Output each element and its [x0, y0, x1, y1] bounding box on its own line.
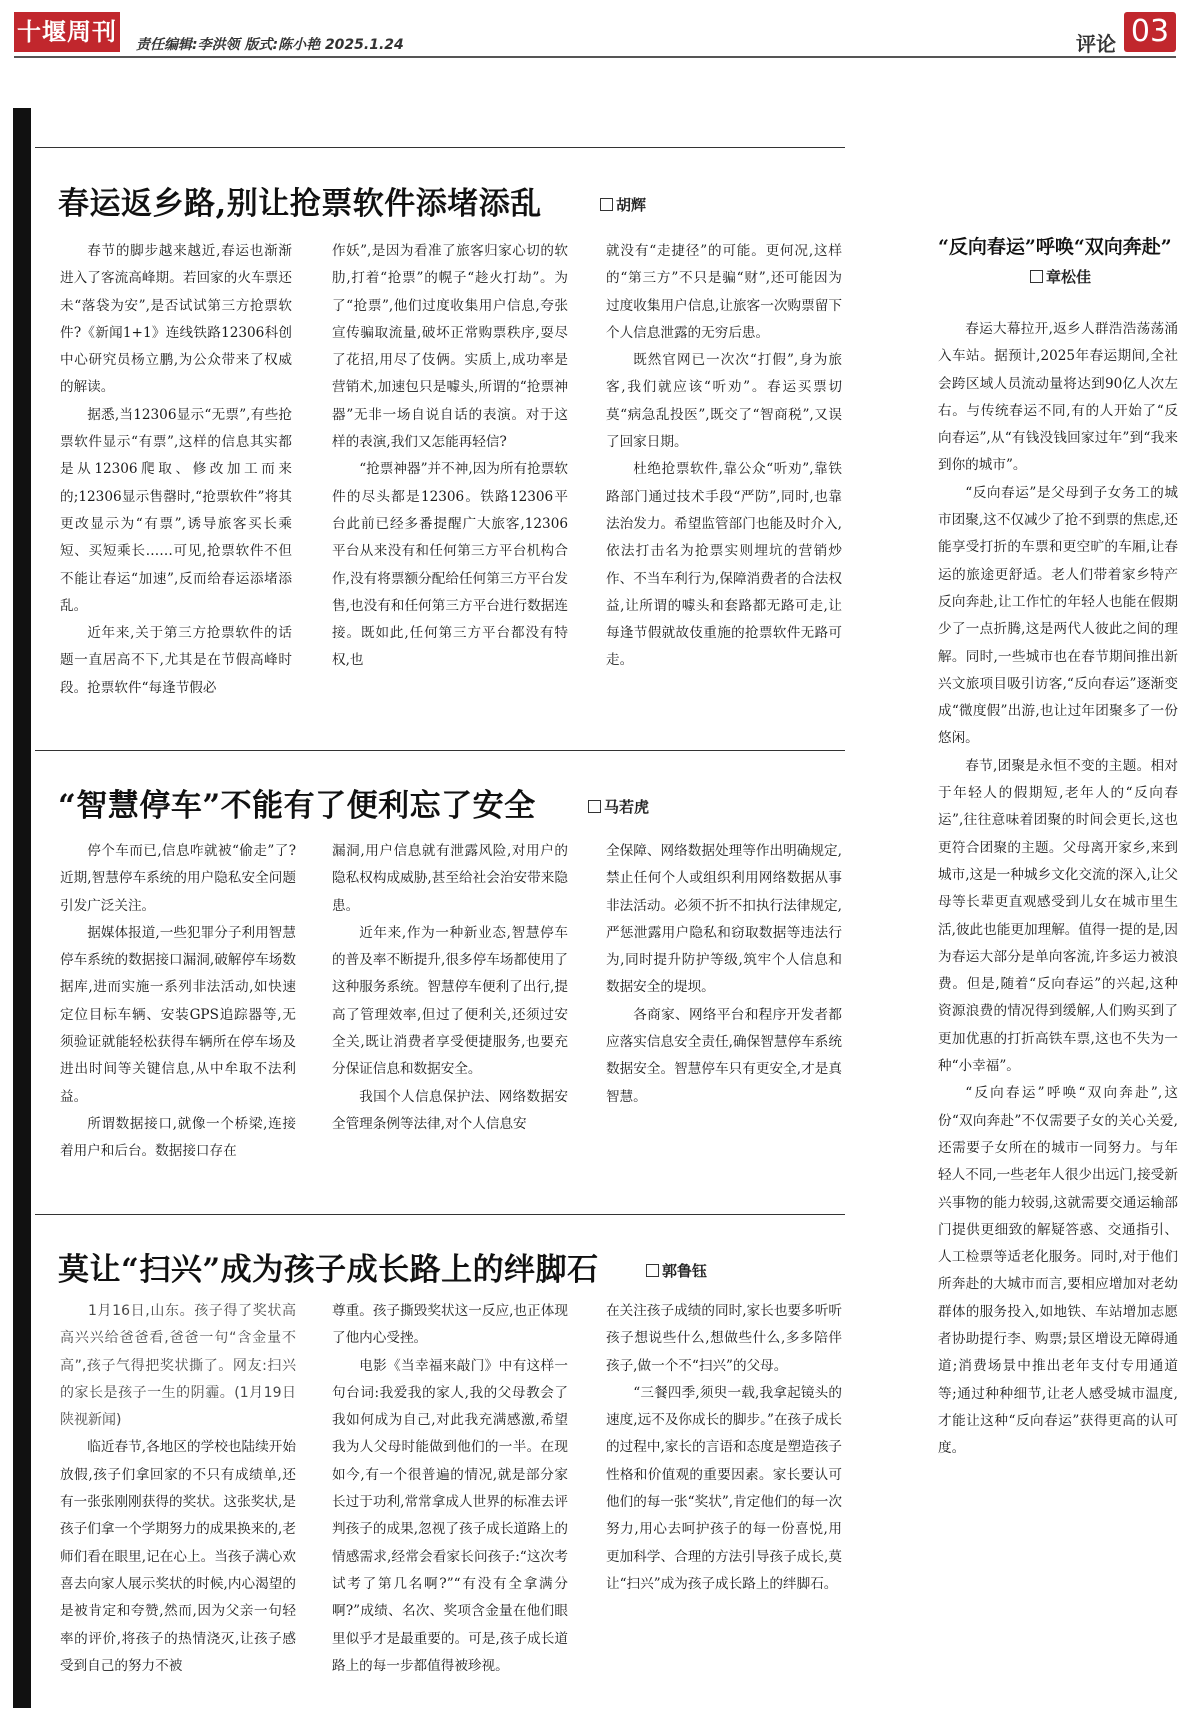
left-decorative-bar	[13, 108, 31, 1708]
newspaper-logo: 十堰周刊	[14, 12, 120, 52]
paragraph: 电影《当幸福来敲门》中有这样一句台词:我爱我的家人,我的父母教会了我如何成为自己,对此我充满感激,希望我为人父母时能做到他们的一半。在现如今,有一个很普遍的情况,就是部分家长过于功利,常常拿成人世界的标准去评判孩子的成果,忽视了孩子成长道路上的情感需求,经常会看家长问孩子:“这次考试考了第几名啊?”“有没有全拿满分啊?”成绩、名次、奖项含金量在他们眼里似乎才是最重要的。可是,孩子成长道路上的每一步都值得被珍视。	[332, 1357, 568, 1674]
paragraph: “抢票神器”并不神,因为所有抢票软件的尽头都是12306。铁路12306平台此前已经多番提醒广大旅客,12306平台从来没有和任何第三方平台机构合作,没有将票额分配给任何第三方平台发售,也没有和任何第三方平台进行数据连接。既如此,任何第三方平台都没有特权,也	[332, 461, 568, 669]
article-2-column-2	[332, 838, 568, 1166]
article-1-column-1	[60, 238, 292, 702]
lead-paragraph: 1月16日,山东。孩子得了奖状高高兴兴给爸爸看,爸爸一句“含金量不高”,孩子气得把奖状撕了。网友:扫兴的家长是孩子一生的阴霾。(1月19日陕视新闻)	[60, 1303, 296, 1429]
paragraph: 春节,团聚是永恒不变的主题。相对于年轻人的假期短,老年人的“反向春运”,往往意味着团聚的时间会更长,这也更符合团聚的主题。父母离开家乡,来到城市,这是一种城乡文化交流的深入,让父母等长辈更直观感受到儿女在城市里生活,彼此也能更加理解。值得一提的是,因为春运大部分是单向客流,许多运力被浪费。但是,随着“反向春运”的兴起,这种资源浪费的情况得到缓解,人们购买到了更加优惠的打折高铁车票,这也不失为一种“小幸福”。	[938, 757, 1178, 1075]
paragraph: 既然官网已一次次“打假”,身为旅客,我们就应该“听劝”。春运买票切莫“病急乱投医”,既交了“智商税”,又误了回家日期。	[606, 352, 842, 451]
article-2-headline: “智慧停车”不能有了便利忘了安全	[58, 788, 536, 824]
paragraph: 在关注孩子成绩的同时,家长也要多听听孩子想说些什么,想做些什么,多多陪伴孩子,做一个不“扫兴”的父母。	[606, 1303, 842, 1374]
article-2-column-1	[60, 838, 296, 1166]
article-divider	[35, 147, 845, 148]
paragraph: 漏洞,用户信息就有泄露风险,对用户的隐私权构成威胁,甚至给社会治安带来隐患。	[332, 843, 568, 914]
paragraph: 停个车而已,信息咋就被“偷走”了?近期,智慧停车系统的用户隐私安全问题引发广泛关注。	[60, 843, 296, 914]
paragraph: 春节的脚步越来越近,春运也渐渐进入了客流高峰期。若回家的火车票还未“落袋为安”,是否试试第三方抢票软件?《新闻1+1》连线铁路12306科创中心研究员杨立鹏,为公众带来了权威的解读。	[60, 243, 292, 396]
paragraph: “反向春运”是父母到子女务工的城市团聚,这不仅减少了抢不到票的焦虑,还能享受打折的车票和更空旷的车厢,让春运的旅途更舒适。老人们带着家乡特产反向奔赴,让工作忙的年轻人也能在假期少了一点折腾,这是两代人彼此之间的理解。同时,一些城市也在春节期间推出新兴文旅项目吸引访客,“反向春运”逐渐变成“微度假”出游,也让过年团聚多了一份悠闲。	[938, 484, 1178, 747]
paragraph: 据悉,当12306显示“无票”,有些抢票软件显示“有票”,这样的信息其实都是从12306爬取、修改加工而来的;12306显示售罄时,“抢票软件”将其更改显示为“有票”,诱导旅客买长乘短、买短乘长……可见,抢票软件不但不能让春运“加速”,反而给春运添堵添乱。	[60, 406, 292, 614]
article-divider	[35, 750, 845, 751]
article-2-column-3	[606, 838, 842, 1166]
paragraph: 临近春节,各地区的学校也陆续开始放假,孩子们拿回家的不只有成绩单,还有一张张刚刚获得的奖状。这张奖状,是孩子们拿一个学期努力的成果换来的,老师们看在眼里,记在心上。当孩子满心欢喜去向家人展示奖状的时候,内心渴望的是被肯定和夸赞,然而,因为父亲一句轻率的评价,将孩子的热情浇灭,让孩子感受到自己的努力不被	[60, 1439, 296, 1674]
page-number-badge: 03	[1124, 12, 1176, 52]
section-label: 评论	[1076, 32, 1116, 56]
paragraph: 杜绝抢票软件,靠公众“听劝”,靠铁路部门通过技术手段“严防”,同时,也靠法治发力。希望监管部门也能及时介入,依法打击名为抢票实则埋坑的营销炒作、不当车利行为,保障消费者的合法权益,让所谓的噱头和套路都无路可走,让每逢节假就故伎重施的抢票软件无路可走。	[606, 461, 842, 669]
sidebar-byline: 章松佳	[1030, 266, 1091, 287]
paragraph: “三餐四季,须臾一载,我拿起镜头的速度,远不及你成长的脚步。”在孩子成长的过程中,家长的言语和态度是塑造孩子性格和价值观的重要因素。家长要认可他们的每一张“奖状”,肯定他们的每一次努力,用心去呵护孩子的每一份喜悦,用更加科学、合理的方法引导孩子成长,莫让“扫兴”成为孩子成长路上的绊脚石。	[606, 1384, 842, 1592]
article-3-byline: 郭鲁钰	[646, 1260, 707, 1281]
paragraph: 我国个人信息保护法、网络数据安全管理条例等法律,对个人信息安	[332, 1088, 568, 1132]
article-3-column-2	[332, 1298, 568, 1708]
article-1-column-2	[332, 238, 568, 702]
paragraph: 作妖”,是因为看准了旅客归家心切的软肋,打着“抢票”的幌子“趁火打劫”。为了“抢票”,他们过度收集用户信息,夸张宣传骗取流量,破坏正常购票秩序,耍尽了花招,用尽了伎俩。实质上,成功率是营销术,加速包只是噱头,所谓的“抢票神器”无非一场自说自话的表演。对于这样的表演,我们又怎能再轻信?	[332, 243, 568, 451]
paragraph: 所谓数据接口,就像一个桥梁,连接着用户和后台。数据接口存在	[60, 1115, 296, 1160]
sidebar-column	[938, 316, 1178, 1706]
paragraph: 各商家、网络平台和程序开发者都应落实信息安全责任,确保智慧停车系统数据安全。智慧停车只有更安全,才是真智慧。	[606, 1006, 842, 1105]
article-2-byline: 马若虎	[588, 796, 649, 817]
paragraph: 春运大幕拉开,返乡人群浩浩荡荡涌入车站。据预计,2025年春运期间,全社会跨区域人员流动量将达到90亿人次左右。与传统春运不同,有的人开始了“反向春运”,从“有钱没钱回家过年”到“我来到你的城市”。	[938, 321, 1178, 474]
article-1-byline: 胡辉	[600, 194, 646, 215]
editor-credits: 责任编辑:李洪领 版式:陈小艳 2025.1.24	[136, 37, 404, 53]
article-1-column-3	[606, 238, 842, 702]
sidebar-headline: “反向春运”呼唤“双向奔赴”	[938, 236, 1172, 258]
paragraph: 近年来,作为一种新业态,智慧停车的普及率不断提升,很多停车场都使用了这种服务系统。智慧停车便利了出行,提高了管理效率,但过了便利关,还须过安全关,既让消费者享受便捷服务,也要充分保证信息和数据安全。	[332, 924, 568, 1078]
paragraph: “反向春运”呼唤“双向奔赴”,这份“双向奔赴”不仅需要子女的关心关爱,还需要子女所在的城市一同努力。与年轻人不同,一些老年人很少出远门,接受新兴事物的能力较弱,这就需要交通运输部门提供更细致的解疑答惑、交通指引、人工检票等适老化服务。同时,对于他们所奔赴的大城市而言,要相应增加对老幼群体的服务投入,如地铁、车站增加志愿者协助提行李、购票;景区增设无障碍通道;消费场景中推出老年支付专用通道等;通过种种细节,让老人感受城市温度,才能让这种“反向春运”获得更高的认可度。	[938, 1085, 1178, 1457]
article-3-headline: 莫让“扫兴”成为孩子成长路上的绊脚石	[58, 1252, 599, 1288]
paragraph: 尊重。孩子撕毁奖状这一反应,也正体现了他内心受挫。	[332, 1303, 568, 1347]
article-divider	[35, 1214, 845, 1215]
paragraph: 近年来,关于第三方抢票软件的话题一直居高不下,尤其是在节假高峰时段。抢票软件“每逢节假必	[60, 625, 292, 696]
masthead-divider	[14, 56, 1176, 58]
article-3-column-3	[606, 1298, 842, 1708]
paragraph: 全保障、网络数据处理等作出明确规定,禁止任何个人或组织利用网络数据从事非法活动。必须不折不扣执行法律规定,严惩泄露用户隐私和窃取数据等违法行为,同时提升防护等级,筑牢个人信息和数据安全的堤坝。	[606, 843, 842, 996]
paragraph: 据媒体报道,一些犯罪分子利用智慧停车系统的数据接口漏洞,破解停车场数据库,进而实施一系列非法活动,如快速定位目标车辆、安装GPS追踪器等,无须验证就能轻松获得车辆所在停车场及进出时间等关键信息,从中牟取不法利益。	[60, 924, 296, 1105]
paragraph: 就没有“走捷径”的可能。更何况,这样的“第三方”不只是骗“财”,还可能因为过度收集用户信息,让旅客一次购票留下个人信息泄露的无穷后患。	[606, 243, 842, 341]
article-1-headline: 春运返乡路,别让抢票软件添堵添乱	[58, 186, 542, 222]
article-3-column-1	[60, 1298, 296, 1708]
